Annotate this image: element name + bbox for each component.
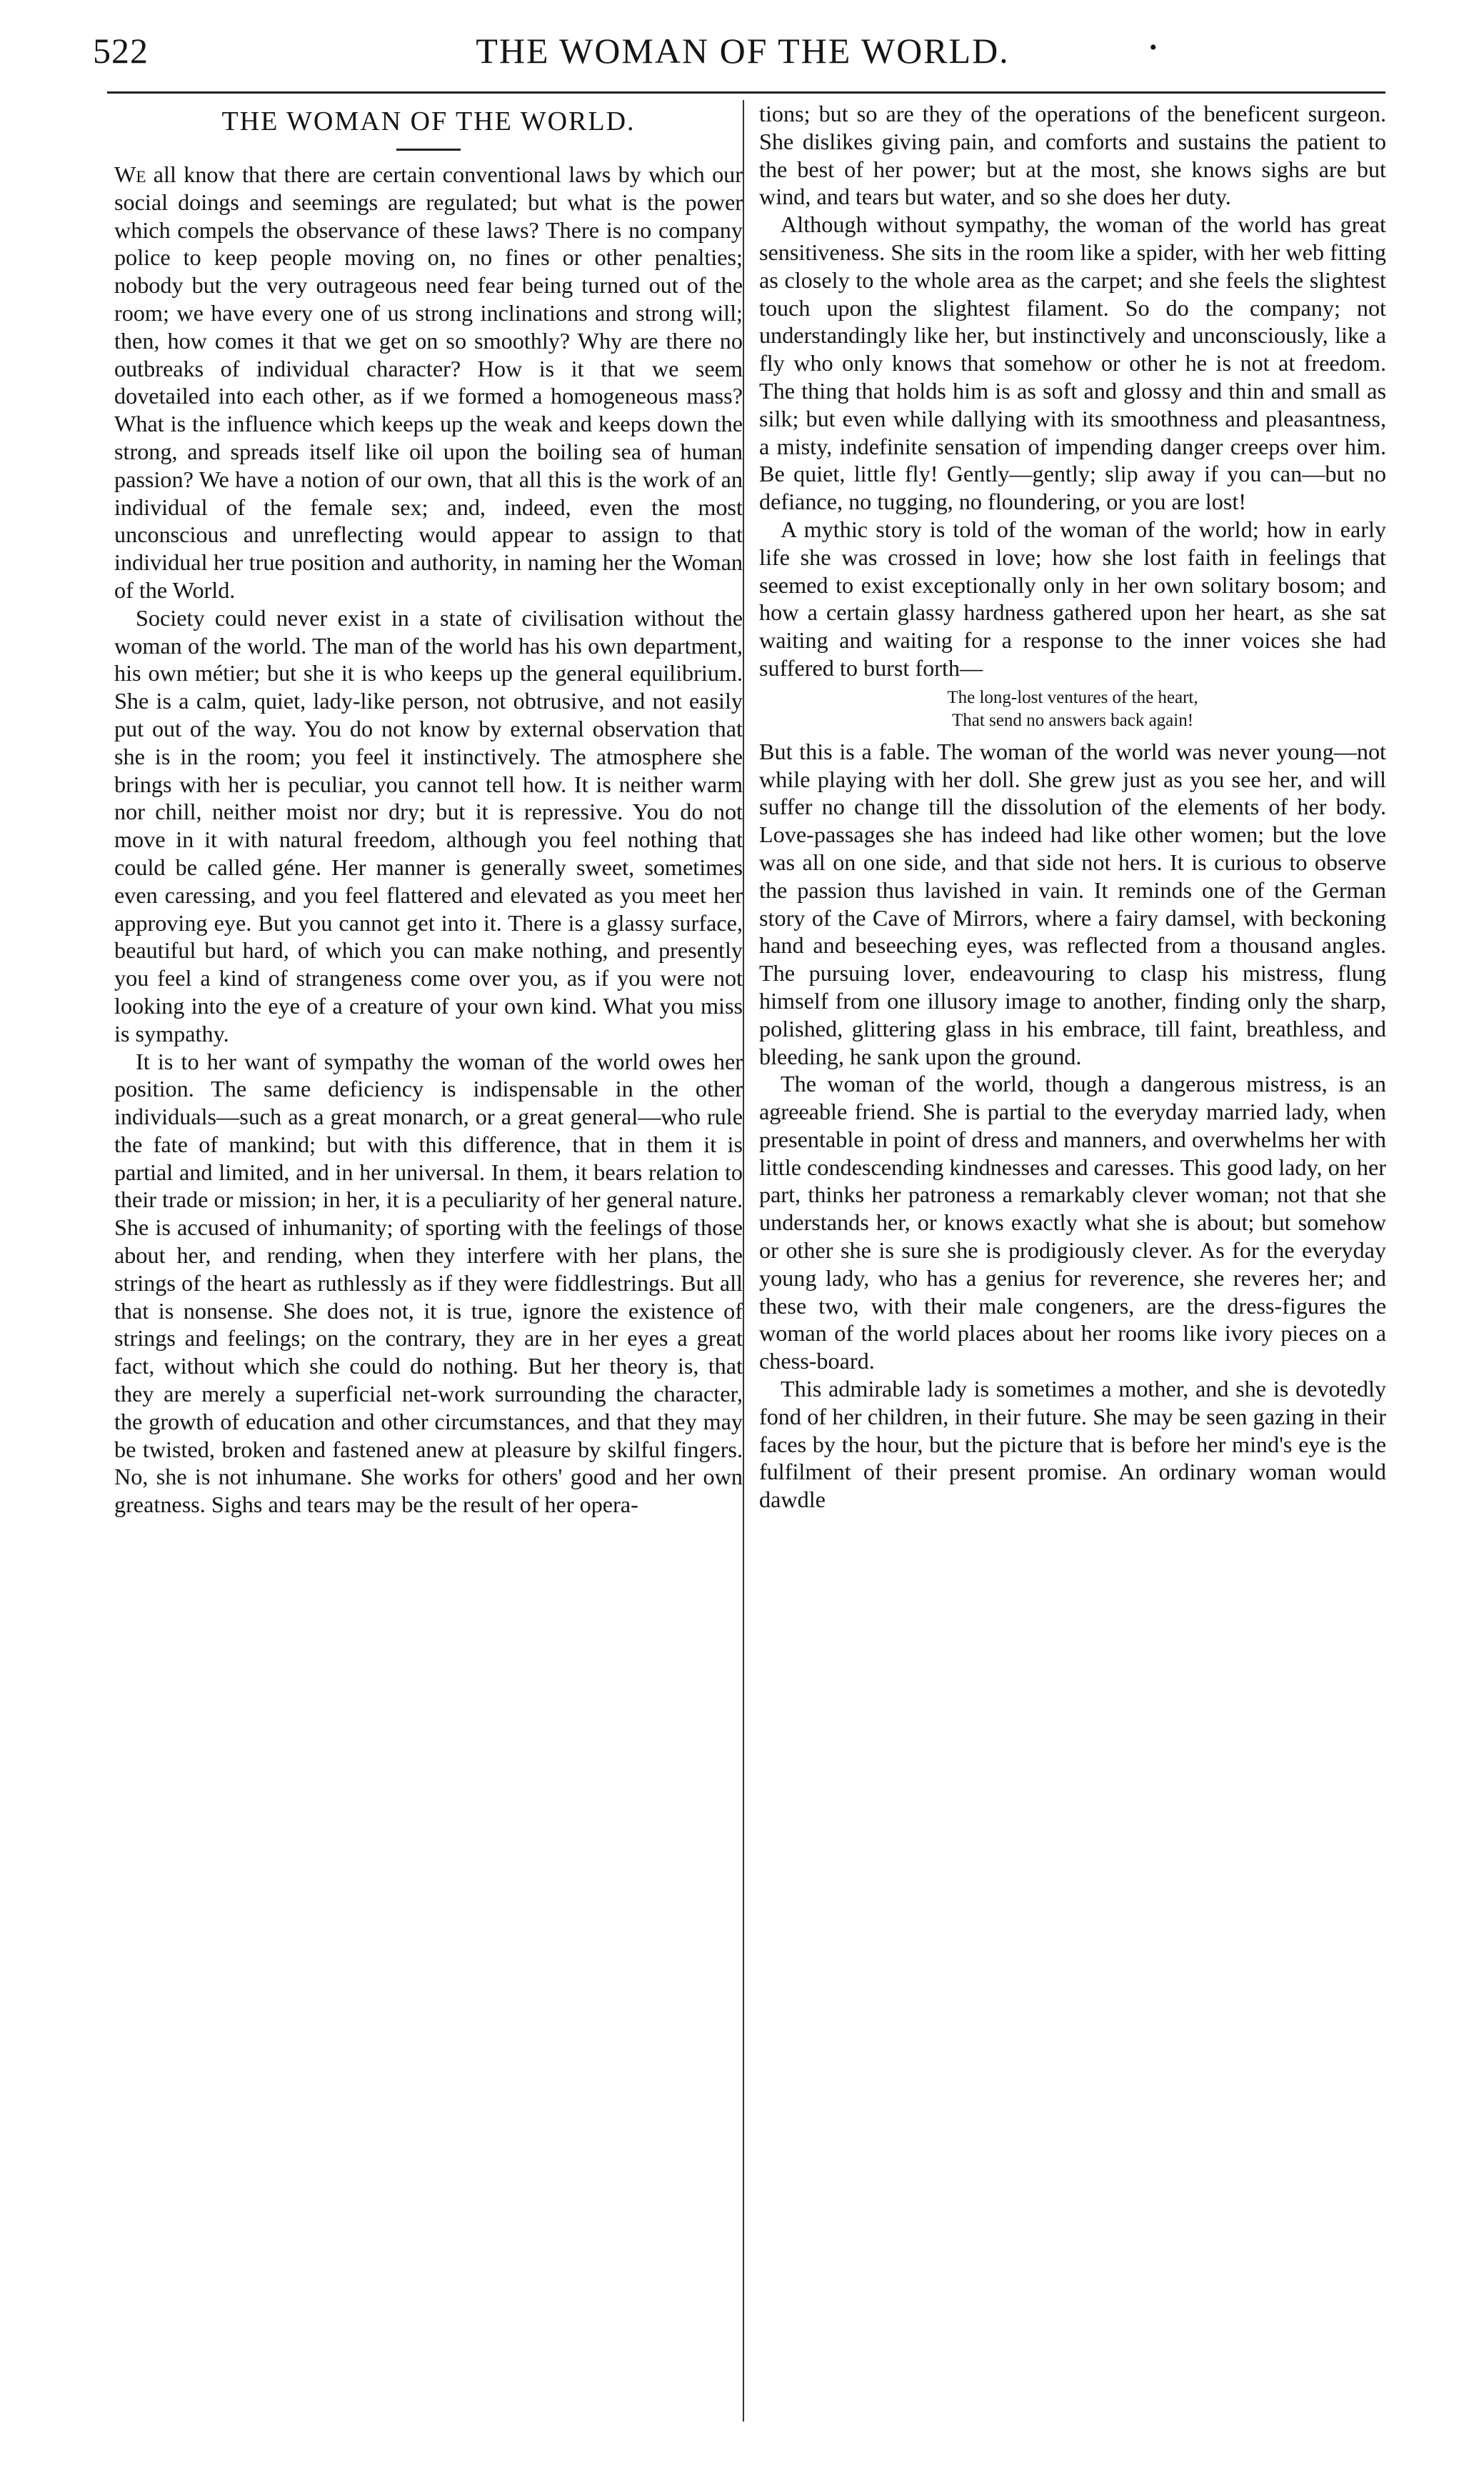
drop-cap: We [114,161,146,187]
article-title: THE WOMAN OF THE WORLD. [221,106,636,136]
running-head [93,30,1393,87]
paragraph: Although without sympathy, the woman of the world has great sensitiveness. She sits in the room like a spider, with her web fitting as closely to the whole area as the carpet; and she feels the slightest touch upon the slightest filament. So do the company; not understandingly like her, but instinctively and unconsciously, like a fly who only knows that somehow or other he is not at freedom. The thing that holds him is as soft and glossy and thin and small as silk; but even while dallying with its smoothness and pleasantness, a misty, indefinite sensation of impending danger creeps over him. Be quiet, little fly! Gently—gently; slip away if you can—but no defiance, no tugging, no floundering, or you are lost! [759,211,1386,515]
paragraph: It is to her want of sympathy the woman of the world owes her position. The same deficiency is indispensable in the other individuals—such as a great monarch, or a great general—who rule the fate of mankind; but with this difference, that in them it is partial and limited, and in her universal. In them, it bears relation to their trade or mission; in her, it is a peculiarity of her general nature. She is accused of inhumanity; of sporting with the feelings of those about her, and rending, when they interfere with her plans, the strings of the heart as ruthlessly as if they were fiddlestrings. But all that is nonsense. She does not, it is true, ignore the existence of strings and feelings; on the contrary, they are in her eyes a great fact, without which she could do nothing. But her theory is, that they are merely a superficial net-work surrounding the character, the growth of education and other circumstances, and that they may be twisted, broken and fastened anew at pleasure by skilful fingers. No, she is not inhumane. She works for others' good and her own greatness. Sighs and tears may be the result of her opera- [114,1048,743,1518]
paragraph: The woman of the world, though a dangerous mistress, is an agreeable friend. She is partial to the everyday married lady, when presentable in point of dress and manners, and overwhelms her with little condescending kindnesses and caresses. This good lady, on her part, thinks her patroness a remarkably clever woman; not that she understands her, or knows exactly what she is about; but somehow or other she is sure she is prodigiously clever. As for the everyday young lady, who has a genius for reverence, she reveres her; and these two, with their male congeners, are the dress-figures the woman of the world places about her rooms like ivory pieces on a chess-board. [759,1071,1386,1374]
printer-mark: • [1149,36,1157,59]
paragraph: A mythic story is told of the woman of the world; how in early life she was crossed in love; how she lost faith in feelings that seemed to exist exceptionally only in her own solitary bosom; and how a certain glassy hardness gathered upon her heart, as she sat waiting and waiting for a response to the inner voices she had suffered to burst forth— [759,516,1386,681]
paragraph: tions; but so are they of the operations of the beneficent surgeon. She dislikes giving pain, and comforts and sustains the patient to the best of her power; but at the most, she knows sighs are but wind, and tears but water, and so she does her duty. [759,101,1386,210]
verse-quote [759,686,1386,732]
header-rule [107,91,1385,94]
column-divider [743,100,744,2422]
paragraph: Society could never exist in a state of civilisation without the woman of the world. The man of the world has his own department, his own métier; but she it is who keeps up the general equilibrium. She is a calm, quiet, lady-like person, not obtrusive, and not easily put out of the way. You do not know by external observation that she is in the room; you feel it instinctively. The atmosphere she brings with her is peculiar, you cannot tell how. It is neither warm nor chill, neither moist nor dry; but it is repressive. You do not move in it with natural freedom, although you feel nothing that could be called géne. Her manner is generally sweet, sometimes even caressing, and you feel flattered and elevated as you meet her approving eye. But you cannot get into it. There is a glassy surface, beautiful but hard, of which you can make nothing, and presently you feel a kind of strangeness come over you, as if you were not looking into the eye of a creature of your own kind. What you miss is sympathy. [114,604,743,1046]
paragraph: But this is a fable. The woman of the world was never young—not while playing with her doll. She grew just as you see her, and will suffer no change till the dissolution of the elements of her body. Love-passages she has indeed had like other women; but the love was all on one side, and that side not hers. It is curious to observe the passion thus lavished in vain. It reminds one of the German story of the Cave of Mirrors, where a fairy damsel, with beckoning hand and beseeching eyes, was reflected from a thousand angles. The pursuing lover, endeavouring to clasp his mistress, flung himself from one illusory image to another, finding only the sharp, polished, glittering glass in his embrace, till faint, breathless, and bleeding, he sank upon the ground. [759,738,1386,1069]
title-divider [396,149,461,151]
paragraph-text: all know that there are certain conventional laws by which our social doings and seemings are regulated; but what is the power which compels the observance of these laws? There is no company police to keep people moving on, no fines or other penalties; nobody but the very outrageous need fear being turned out of the room; we have every one of us strong inclinations and strong will; then, how comes it that we get on so smoothly? Why are there no outbreaks of individual character? How is it that we seem dovetailed into each other, as if we formed a homogeneous mass? What is the influence which keeps up the weak and keeps down the strong, and spreads itself like oil upon the boiling sea of human passion? We have a notion of our own, that all this is the work of an individual of the female sex; and, indeed, even the most unconscious and unreflecting would appear to assign to that individual her true position and authority, in naming her the Woman of the World. [114,161,743,603]
verse-line: The long-lost ventures of the heart, [947,687,1198,707]
right-column [759,100,1386,1514]
paragraph [114,161,743,604]
paragraph: This admirable lady is sometimes a mother, and she is devotedly fond of her children, in their future. She may be seen gazing in their faces by the hour, but the picture that is before her mind's eye is the fulfilment of their present promise. An ordinary woman would dawdle [759,1376,1386,1513]
left-column [114,100,743,1519]
page-number: 522 [93,31,149,71]
running-title: THE WOMAN OF THE WORLD. [476,31,1010,71]
verse-line: That send no answers back again! [951,710,1194,730]
